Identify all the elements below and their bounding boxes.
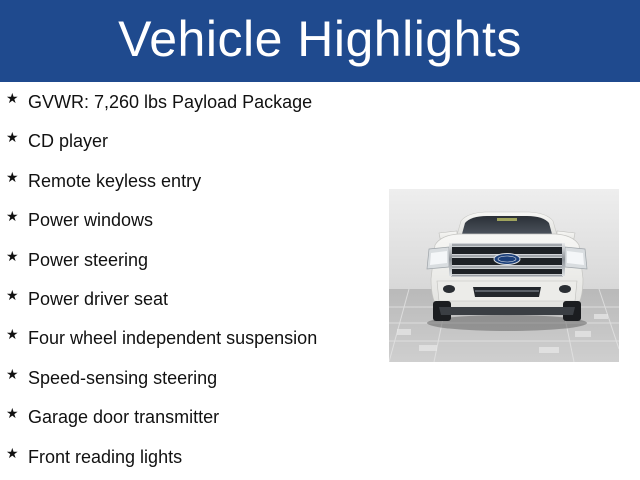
- highlight-text: Garage door transmitter: [28, 407, 220, 427]
- highlight-text: Power windows: [28, 210, 154, 230]
- page-title: Vehicle Highlights: [118, 11, 522, 67]
- highlight-text: Front reading lights: [28, 447, 183, 467]
- vehicle-photo: [389, 189, 619, 362]
- star-icon: ★: [6, 406, 19, 422]
- highlight-text: Speed-sensing steering: [28, 368, 218, 388]
- star-icon: ★: [6, 327, 19, 343]
- header-banner: [0, 0, 640, 82]
- star-icon: ★: [6, 130, 19, 146]
- star-icon: ★: [6, 367, 19, 383]
- star-icon: ★: [6, 288, 19, 304]
- star-icon: ★: [6, 91, 19, 107]
- highlight-text: Remote keyless entry: [28, 171, 202, 191]
- highlight-text: Power steering: [28, 250, 149, 270]
- star-icon: ★: [6, 446, 19, 462]
- highlight-text: Four wheel independent suspension: [28, 328, 318, 348]
- suv-front-illustration: [389, 189, 619, 362]
- highlight-text: Power driver seat: [28, 289, 169, 309]
- highlight-text: GVWR: 7,260 lbs Payload Package: [28, 92, 313, 112]
- star-icon: ★: [6, 170, 19, 186]
- highlight-text: CD player: [28, 131, 109, 151]
- star-icon: ★: [6, 209, 19, 225]
- star-icon: ★: [6, 249, 19, 265]
